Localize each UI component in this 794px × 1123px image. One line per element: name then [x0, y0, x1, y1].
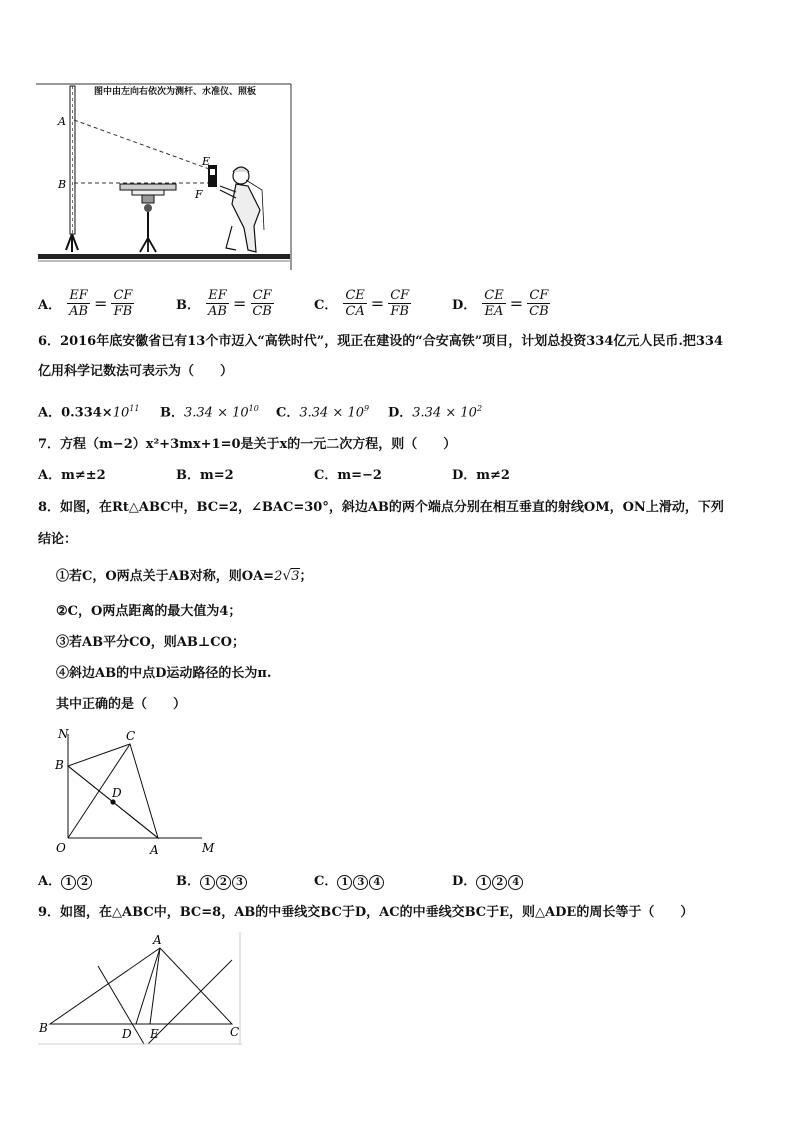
q8-figure	[52, 726, 222, 858]
q6-option-c[interactable]: C．$3.34 \times 10^9$	[276, 404, 370, 421]
q8-label-m: M	[202, 841, 215, 855]
q8-option-c[interactable]: C． 1 3 4	[314, 873, 385, 891]
q8-statement-2: ②C，O两点距离的最大值为4；	[56, 604, 242, 619]
q5-option-d[interactable]: D． $\frac{CE}{EA}$ = $\frac{CF}{CB}$	[452, 288, 549, 319]
q9-label-e: E	[150, 1027, 159, 1041]
q8-ask: 其中正确的是（ ）	[56, 697, 187, 712]
fig5-label-e: E	[202, 155, 211, 168]
q8-label-n: N	[58, 727, 69, 741]
q6-option-b[interactable]: B．$3.34 \times 10^{10}$	[160, 404, 259, 421]
q8-label-a: A	[150, 843, 159, 857]
level-instrument	[120, 184, 176, 252]
q9-label-d: D	[122, 1027, 132, 1041]
q8-option-d[interactable]: D． 1 2 4	[452, 873, 524, 891]
q8-option-a[interactable]: A． 1 2	[38, 873, 93, 891]
q9-figure	[36, 932, 246, 1048]
q8-label-o: O	[56, 841, 66, 855]
q7-option-c[interactable]: C．m=−2	[314, 468, 382, 483]
q5-option-a[interactable]: A． $\frac{EF}{AB}$ = $\frac{CF}{FB}$	[38, 288, 133, 319]
q5-option-b[interactable]: B． $\frac{EF}{AB}$ = $\frac{CF}{CB}$	[176, 288, 272, 319]
fig5-label-b: B	[58, 178, 67, 191]
q6-option-d[interactable]: D．$3.34 \times 10^2$	[388, 404, 483, 421]
surveyor-figure	[220, 167, 264, 252]
fig5-label-f: F	[195, 188, 203, 201]
q9-label-b: B	[39, 1021, 48, 1035]
q8-option-b[interactable]: B． 1 2 3	[176, 873, 248, 891]
q5-option-c[interactable]: C． $\frac{CE}{CA}$ = $\frac{CF}{FB}$	[314, 288, 410, 319]
q7-option-a[interactable]: A．m≠±2	[38, 468, 106, 483]
q7-option-d[interactable]: D．m≠2	[452, 468, 510, 483]
q6-stem-line1: 6．2016年底安徽省已有13个市迈入“高铁时代”，现正在建设的“合安高铁”项目，计划总投资334亿元人民币.把334	[38, 334, 724, 349]
q6-stem-line2: 亿用科学记数法可表示为（ ）	[38, 364, 234, 379]
survey-figure	[36, 80, 296, 272]
q8-statement-4: ④斜边AB的中点D运动路径的长为π.	[56, 666, 272, 681]
q8-statement-3: ③若AB平分CO，则AB⊥CO；	[56, 635, 245, 650]
q8-stem-line1: 8．如图，在Rt△ABC中，BC=2，∠BAC=30°，斜边AB的两个端点分别在相互垂直的射线OM，ON上滑动，下列	[38, 500, 724, 515]
q6-option-a[interactable]: A．$0.334\times 10^{11}$	[38, 404, 140, 421]
q9-label-c: C	[230, 1025, 240, 1039]
q8-label-c: C	[126, 729, 136, 743]
q8-stem-line2: 结论：	[38, 532, 78, 547]
q8-label-d: D	[112, 786, 122, 800]
board	[208, 165, 217, 187]
q7-option-b[interactable]: B．m=2	[176, 468, 234, 483]
q9-stem: 9．如图，在△ABC中，BC=8，AB的中垂线交BC于D，AC的中垂线交BC于E，则△ADE的周长等于（ ）	[38, 905, 694, 920]
midpoint-d	[110, 799, 115, 804]
fig5-caption: 图中由左向右依次为测杆、水准仪、照板	[94, 87, 257, 97]
q9-label-a: A	[153, 933, 162, 947]
fig5-label-a: A	[58, 115, 66, 128]
q8-label-b: B	[55, 758, 64, 772]
q8-statement-1: ①若C，O两点关于AB对称，则OA=2√3；	[56, 568, 313, 584]
q7-stem: 7．方程（m−2）x²+3mx+1=0是关于x的一元二次方程，则（ ）	[38, 437, 457, 452]
